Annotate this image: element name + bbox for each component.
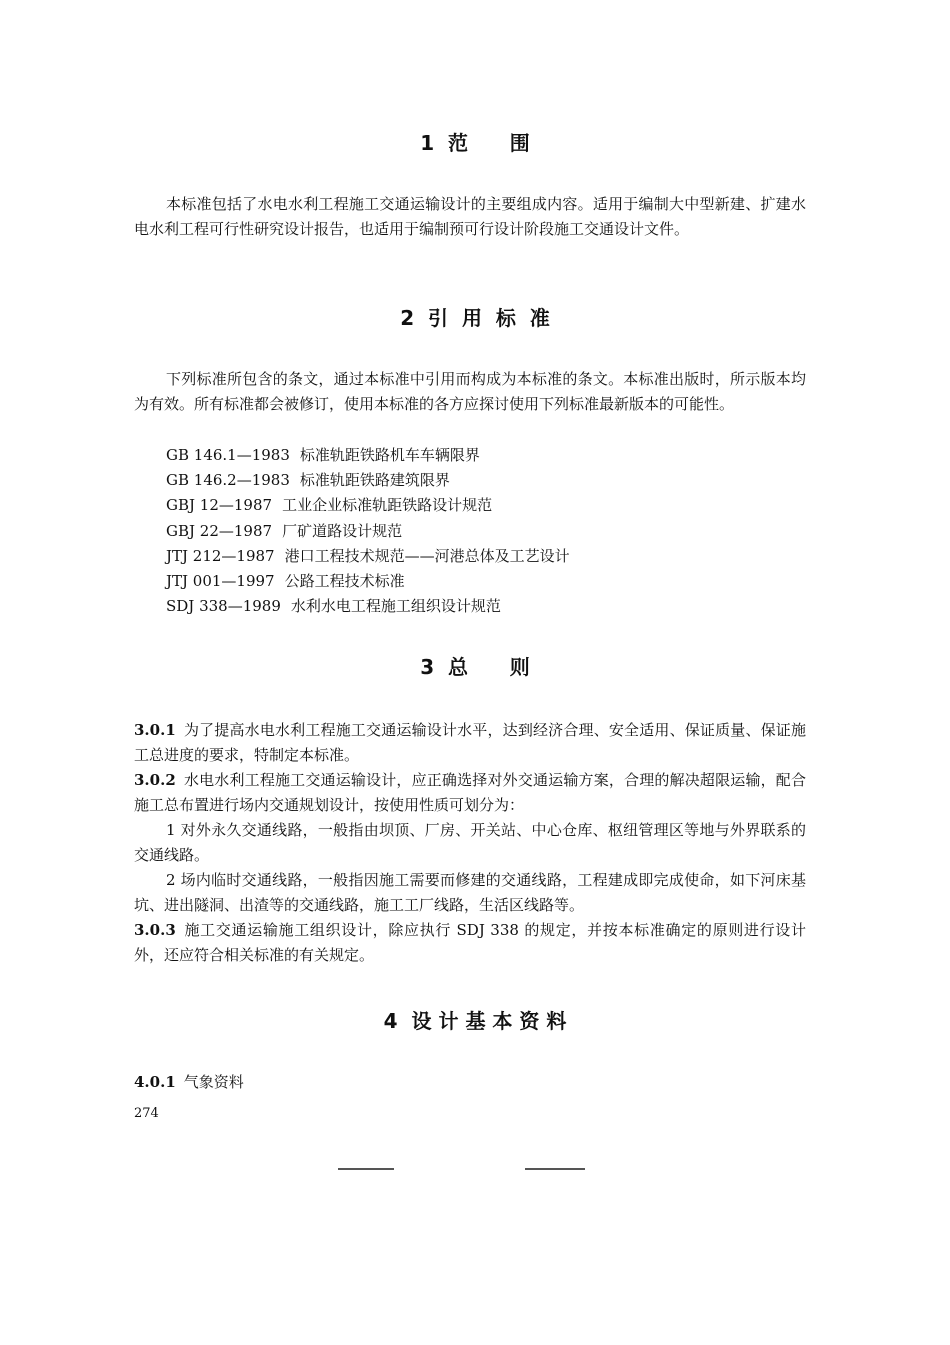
section-3-heading: 3 总 则 (420, 655, 530, 679)
clause-number: 3.0.2 (134, 771, 176, 789)
reference-title: 工业企业标准轨距铁路设计规范 (282, 496, 493, 515)
clause-text: 为了提高水电水利工程施工交通运输设计水平，达到经济合理、安全适用、保证质量、保证施工总进度的要求，特制定本标准。 (134, 721, 806, 764)
reference-title: 港口工程技术规范——河港总体及工艺设计 (284, 546, 570, 565)
reference-list (166, 443, 570, 619)
reference-code: GBJ 12—1987 (166, 496, 273, 515)
clause-number: 4.0.1 (134, 1073, 176, 1091)
clause-number: 3.0.3 (134, 921, 176, 939)
page-number: 274 (134, 1106, 159, 1121)
reference-code: JTJ 001—1997 (166, 572, 275, 591)
reference-title: 标准轨距铁路建筑限界 (299, 471, 450, 490)
section-2-heading: 2 引 用 标 准 (400, 306, 550, 330)
reference-item (166, 569, 570, 594)
scan-artifact-line (338, 1168, 394, 1170)
reference-title: 公路工程技术标准 (284, 572, 405, 591)
reference-title: 标准轨距铁路机车车辆限界 (299, 446, 480, 464)
section-1-heading: 1 范 围 (420, 131, 530, 155)
clause-3-0-2-item-2: 2 场内临时交通线路，一般指因施工需要而修建的交通线路，工程建成即完成使命，如下河床基坑、进出隧洞、出渣等的交通线路，施工工厂线路，生活区线路等。 (134, 871, 806, 914)
reference-item (166, 493, 570, 518)
reference-item (166, 594, 570, 619)
reference-title: 厂矿道路设计规范 (282, 521, 403, 540)
section-2-paragraph: 下列标准所包含的条文，通过本标准中引用而构成为本标准的条文。本标准出版时，所示版本均为有效。所有标准都会被修订，使用本标准的各方应探讨使用下列标准最新版本的可能性。 (134, 370, 806, 413)
section-1-paragraph: 本标准包括了水电水利工程施工交通运输设计的主要组成内容。适用于编制大中型新建、扩建水电水利工程可行性研究设计报告，也适用于编制预可行设计阶段施工交通设计文件。 (134, 195, 806, 238)
scan-artifact-line (525, 1168, 585, 1170)
clause-text: 施工交通运输施工组织设计，除应执行 SDJ 338 的规定，并按本标准确定的原则进行设计外，还应符合相关标准的有关规定。 (134, 921, 806, 964)
clause-text: 气象资料 (183, 1073, 244, 1091)
reference-code: GB 146.2—1983 (166, 471, 290, 490)
clause-3-0-2-item-1: 1 对外永久交通线路，一般指由坝顶、厂房、开关站、中心仓库、枢纽管理区等地与外界联系的交通线路。 (134, 821, 806, 864)
reference-code: GB 146.1—1983 (166, 446, 290, 464)
reference-code: JTJ 212—1987 (166, 546, 275, 565)
clause-3-0-1 (134, 718, 806, 768)
reference-code: GBJ 22—1987 (166, 521, 273, 540)
reference-item (166, 544, 570, 569)
clause-text: 水电水利工程施工交通运输设计，应正确选择对外交通运输方案，合理的解决超限运输，配合施工总布置进行场内交通规划设计，按使用性质可划分为： (134, 771, 806, 814)
clause-number: 3.0.1 (134, 721, 176, 739)
clause-3-0-3 (134, 918, 806, 968)
clause-4-0-1 (134, 1070, 806, 1095)
reference-item (166, 519, 570, 544)
reference-item (166, 468, 570, 493)
reference-code: SDJ 338—1989 (166, 597, 281, 616)
reference-item (166, 443, 570, 468)
clause-3-0-2 (134, 768, 806, 818)
section-4-heading: 4 设 计 基 本 资 料 (383, 1009, 567, 1033)
reference-title: 水利水电工程施工组织设计规范 (290, 597, 501, 616)
